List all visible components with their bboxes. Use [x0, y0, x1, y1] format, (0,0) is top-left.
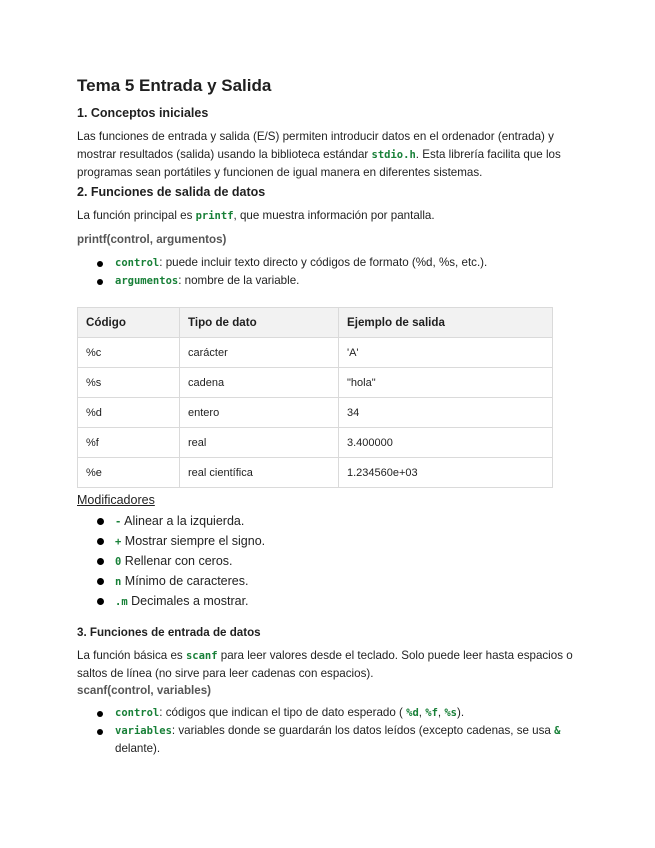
table-cell: %c: [78, 338, 180, 368]
list-item: [77, 254, 582, 272]
code-modifier: 0: [115, 556, 122, 568]
section-3-paragraph: [77, 647, 582, 683]
text: Rellenar con ceros.: [121, 554, 233, 568]
modifiers-title: Modificadores: [77, 493, 155, 507]
text: ,: [437, 706, 445, 719]
table-row: [78, 368, 553, 398]
text: ,: [418, 706, 426, 719]
table-row: [78, 428, 553, 458]
code-control: control: [115, 257, 160, 269]
code-modifier: +: [115, 536, 122, 548]
table-cell: real científica: [180, 458, 339, 488]
list-item: [77, 722, 582, 758]
text: : códigos que indican el tipo de dato esperado (: [159, 706, 407, 719]
table-cell: 34: [339, 398, 553, 428]
bullet-icon: [97, 538, 104, 545]
text: Decimales a mostrar.: [127, 594, 249, 608]
bullet-icon: [97, 711, 103, 717]
bullet-icon: [97, 729, 103, 735]
text: . Esta librería facilita que los programas sean portátiles y funcionen de igual manera en diferentes sistemas.: [77, 148, 561, 179]
text: para leer valores desde el teclado. Solo puede leer hasta espacios o saltos de línea (no sirve para leer cadenas con espacios).: [77, 649, 573, 680]
scanf-signature: scanf(control, variables): [77, 684, 212, 697]
table-cell: 3.400000: [339, 428, 553, 458]
bullet-icon: [97, 578, 104, 585]
list-item: [77, 552, 582, 572]
text: delante).: [115, 742, 161, 755]
format-table: [77, 307, 553, 488]
code-scanf: scanf: [185, 650, 218, 662]
table-cell: entero: [180, 398, 339, 428]
bullet-icon: [97, 518, 104, 525]
table-cell: real: [180, 428, 339, 458]
table-header-cell: Tipo de dato: [180, 308, 339, 338]
code-modifier: -: [115, 516, 122, 528]
text: : variables donde se guardarán los datos leídos (excepto cadenas, se usa: [171, 724, 555, 737]
text: Mostrar siempre el signo.: [121, 534, 266, 548]
table-header-cell: Código: [78, 308, 180, 338]
table-header-cell: Ejemplo de salida: [339, 308, 553, 338]
list-item: [77, 512, 582, 532]
section-3-heading: 3. Funciones de entrada de datos: [77, 626, 261, 639]
code-printf: printf: [195, 210, 234, 222]
code-variables: variables: [115, 725, 172, 737]
table-header-row: [78, 308, 553, 338]
table-cell: 'A': [339, 338, 553, 368]
list-item: [77, 572, 582, 592]
bullet-icon: [97, 279, 103, 285]
code-modifier: .m: [115, 596, 128, 608]
text: , que muestra información por pantalla.: [233, 209, 435, 222]
section-2-paragraph: [77, 207, 582, 225]
code-modifier: n: [115, 576, 122, 588]
text: La función principal es: [77, 209, 196, 222]
printf-args-list: [77, 254, 582, 290]
table-row: [78, 338, 553, 368]
text: : nombre de la variable.: [178, 274, 300, 287]
table-cell: "hola": [339, 368, 553, 398]
code-control: control: [115, 707, 160, 719]
code-format: %d: [406, 707, 419, 719]
table-cell: %e: [78, 458, 180, 488]
code-argumentos: argumentos: [115, 275, 179, 287]
section-1-heading: 1. Conceptos iniciales: [77, 106, 209, 120]
list-item: [77, 532, 582, 552]
code-ampersand: &: [554, 725, 561, 737]
code-stdio: stdio.h: [371, 149, 416, 161]
text: Mínimo de caracteres.: [121, 574, 249, 588]
table-cell: %d: [78, 398, 180, 428]
modifiers-list: [77, 512, 582, 612]
code-format: %f: [425, 707, 438, 719]
table-cell: 1.234560e+03: [339, 458, 553, 488]
bullet-icon: [97, 261, 103, 267]
list-item: [77, 704, 582, 722]
table-row: [78, 398, 553, 428]
text: La función básica es: [77, 649, 186, 662]
section-1-paragraph: [77, 128, 582, 182]
section-2-heading: 2. Funciones de salida de datos: [77, 185, 266, 199]
table-cell: %f: [78, 428, 180, 458]
scanf-args-list: [77, 704, 582, 758]
bullet-icon: [97, 558, 104, 565]
list-item: [77, 592, 582, 612]
text: Alinear a la izquierda.: [121, 514, 245, 528]
text: ).: [457, 706, 465, 719]
bullet-icon: [97, 598, 104, 605]
table-cell: cadena: [180, 368, 339, 398]
printf-signature: printf(control, argumentos): [77, 233, 227, 246]
table-row: [78, 458, 553, 488]
page-title: Tema 5 Entrada y Salida: [77, 76, 272, 95]
text: : puede incluir texto directo y códigos de formato (%d, %s, etc.).: [159, 256, 488, 269]
table-cell: carácter: [180, 338, 339, 368]
text: Las funciones de entrada y salida (E/S) permiten introducir datos en el ordenador (entrada) y mostrar resultados (salida) usando la biblioteca estándar: [77, 130, 554, 161]
list-item: [77, 272, 582, 290]
code-format: %s: [444, 707, 458, 719]
table-cell: %s: [78, 368, 180, 398]
